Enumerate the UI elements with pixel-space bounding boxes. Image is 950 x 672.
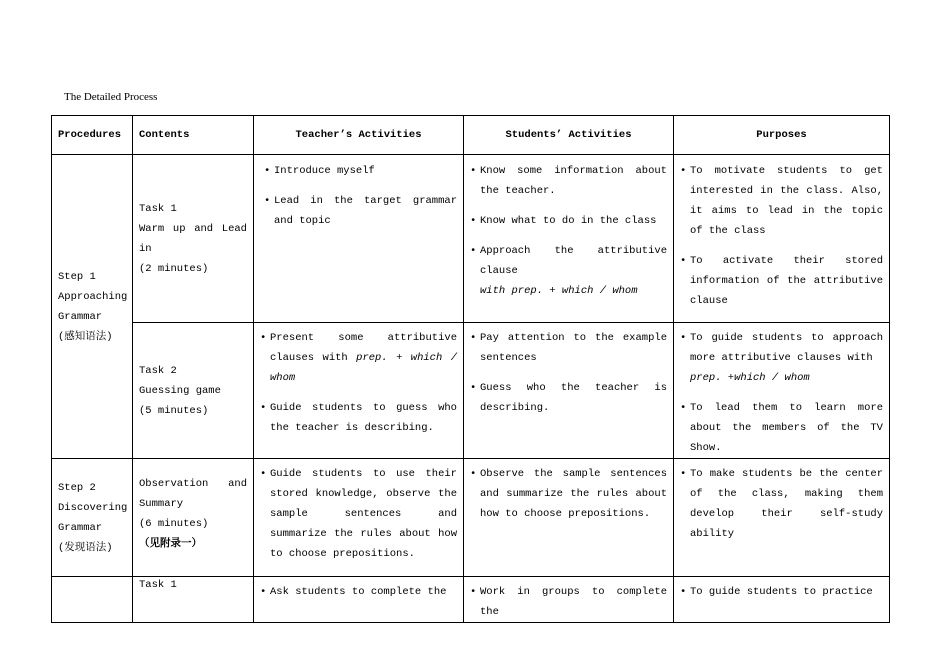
step2-title: Step 2 <box>58 481 96 494</box>
section-heading: The Detailed Process <box>64 91 158 103</box>
item-text: Approach the attributive clause <box>480 245 667 277</box>
step1-task1-teacher <box>254 155 464 323</box>
appendix-note: （见附录一） <box>139 538 202 550</box>
list-item <box>260 328 457 388</box>
task-label: Task 1 <box>139 202 177 215</box>
list-item: • Guide students to use their stored knowledge, observe the sample sentences and summarize the rules about how to choose prepositions. <box>260 464 457 564</box>
step1-name: Approaching Grammar <box>58 290 128 323</box>
list-item: • Know what to do in the class <box>470 211 667 231</box>
header-contents: Contents <box>133 116 254 155</box>
list-item: • To motivate students to get interested in the class. Also, it aims to lead in the topic of the class <box>680 161 883 241</box>
list-item: • Lead in the target grammar and topic <box>264 191 457 231</box>
item-italic-text: prep. +which / whom <box>690 372 810 384</box>
task-label: Task 2 <box>139 364 177 377</box>
step1-cn: (感知语法) <box>58 330 113 343</box>
step2-teacher <box>254 459 464 577</box>
list-item <box>470 241 667 301</box>
task-time: (5 minutes) <box>139 404 209 417</box>
list-item: • To guide students to practice <box>680 582 883 602</box>
step2-content <box>133 459 254 577</box>
step3-procedure-cell <box>52 577 133 623</box>
content-name: Observation and Summary <box>139 478 247 510</box>
table-row <box>52 577 890 623</box>
item-text: Present some attributive clauses with <box>270 332 457 364</box>
item-italic-text: prep. + which / whom <box>270 352 457 384</box>
header-students-activities: Students’ Activities <box>464 116 674 155</box>
step1-title: Step 1 <box>58 270 96 283</box>
step3-purposes <box>674 577 890 623</box>
task-time: (2 minutes) <box>139 262 209 275</box>
step1-procedure-cell <box>52 155 133 459</box>
step2-cn: (发现语法) <box>58 541 113 554</box>
list-item <box>680 328 883 388</box>
task-name: Guessing game <box>139 384 221 397</box>
list-item: • Know some information about the teacher. <box>470 161 667 201</box>
list-item: • Work in groups to complete the <box>470 582 667 622</box>
list-item: • Guide students to guess who the teacher is describing. <box>260 398 457 438</box>
list-item: • Introduce myself <box>264 161 457 181</box>
list-item: • To lead them to learn more about the members of the TV Show. <box>680 398 883 458</box>
step1-task2-purposes <box>674 323 890 459</box>
list-item: • To activate their stored information of the attributive clause <box>680 251 883 311</box>
step2-procedure-cell <box>52 459 133 577</box>
list-item: • To make students be the center of the class, making them develop their self-study ability <box>680 464 883 544</box>
step3-students <box>464 577 674 623</box>
step3-content <box>133 577 254 623</box>
item-text: To guide students to approach more attributive clauses with <box>690 332 883 364</box>
process-table <box>51 115 890 623</box>
step2-name: Discovering Grammar <box>58 501 128 534</box>
task-label: Task 1 <box>139 579 177 591</box>
step1-task1-students <box>464 155 674 323</box>
step1-task2-content <box>133 323 254 459</box>
header-row <box>52 116 890 155</box>
step3-teacher <box>254 577 464 623</box>
task-name: Warm up and Lead in <box>139 222 247 255</box>
table-row <box>52 155 890 323</box>
step1-task1-purposes <box>674 155 890 323</box>
step2-purposes <box>674 459 890 577</box>
header-purposes: Purposes <box>674 116 890 155</box>
step1-task2-students <box>464 323 674 459</box>
step2-students <box>464 459 674 577</box>
header-teacher-activities: Teacher’s Activities <box>254 116 464 155</box>
table-row <box>52 459 890 577</box>
list-item: • Guess who the teacher is describing. <box>470 378 667 418</box>
step1-task1-content <box>133 155 254 323</box>
header-procedures: Procedures <box>52 116 133 155</box>
list-item: • Pay attention to the example sentences <box>470 328 667 368</box>
content-time: (6 minutes) <box>139 518 209 530</box>
table-row <box>52 323 890 459</box>
list-item: • Ask students to complete the <box>260 582 457 602</box>
item-italic-text: with prep. + which / whom <box>480 285 638 297</box>
step1-task2-teacher <box>254 323 464 459</box>
list-item: • Observe the sample sentences and summarize the rules about how to choose prepositions. <box>470 464 667 524</box>
